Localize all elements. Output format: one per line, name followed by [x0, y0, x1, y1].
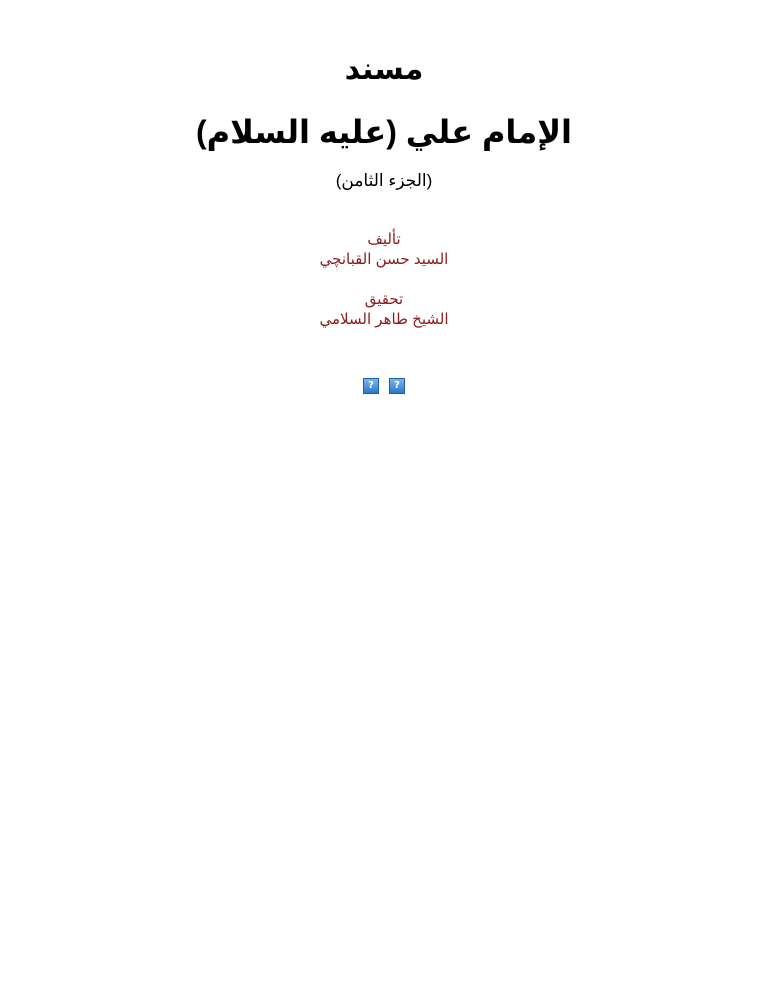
author-name: السيد حسن القبانچي — [319, 251, 449, 268]
volume-label: (الجزء الثامن) — [335, 171, 433, 190]
book-title: مسند — [344, 53, 424, 86]
editor-name: الشيخ طاهر السلامي — [319, 311, 449, 328]
author-label: تأليف — [367, 231, 401, 248]
help-icon[interactable]: ? — [389, 378, 405, 394]
editor-label: تحقيق — [364, 291, 404, 308]
image-placeholders — [0, 378, 768, 394]
book-subtitle: الإمام علي (عليه السلام) — [195, 114, 573, 150]
help-icon[interactable]: ? — [363, 378, 379, 394]
